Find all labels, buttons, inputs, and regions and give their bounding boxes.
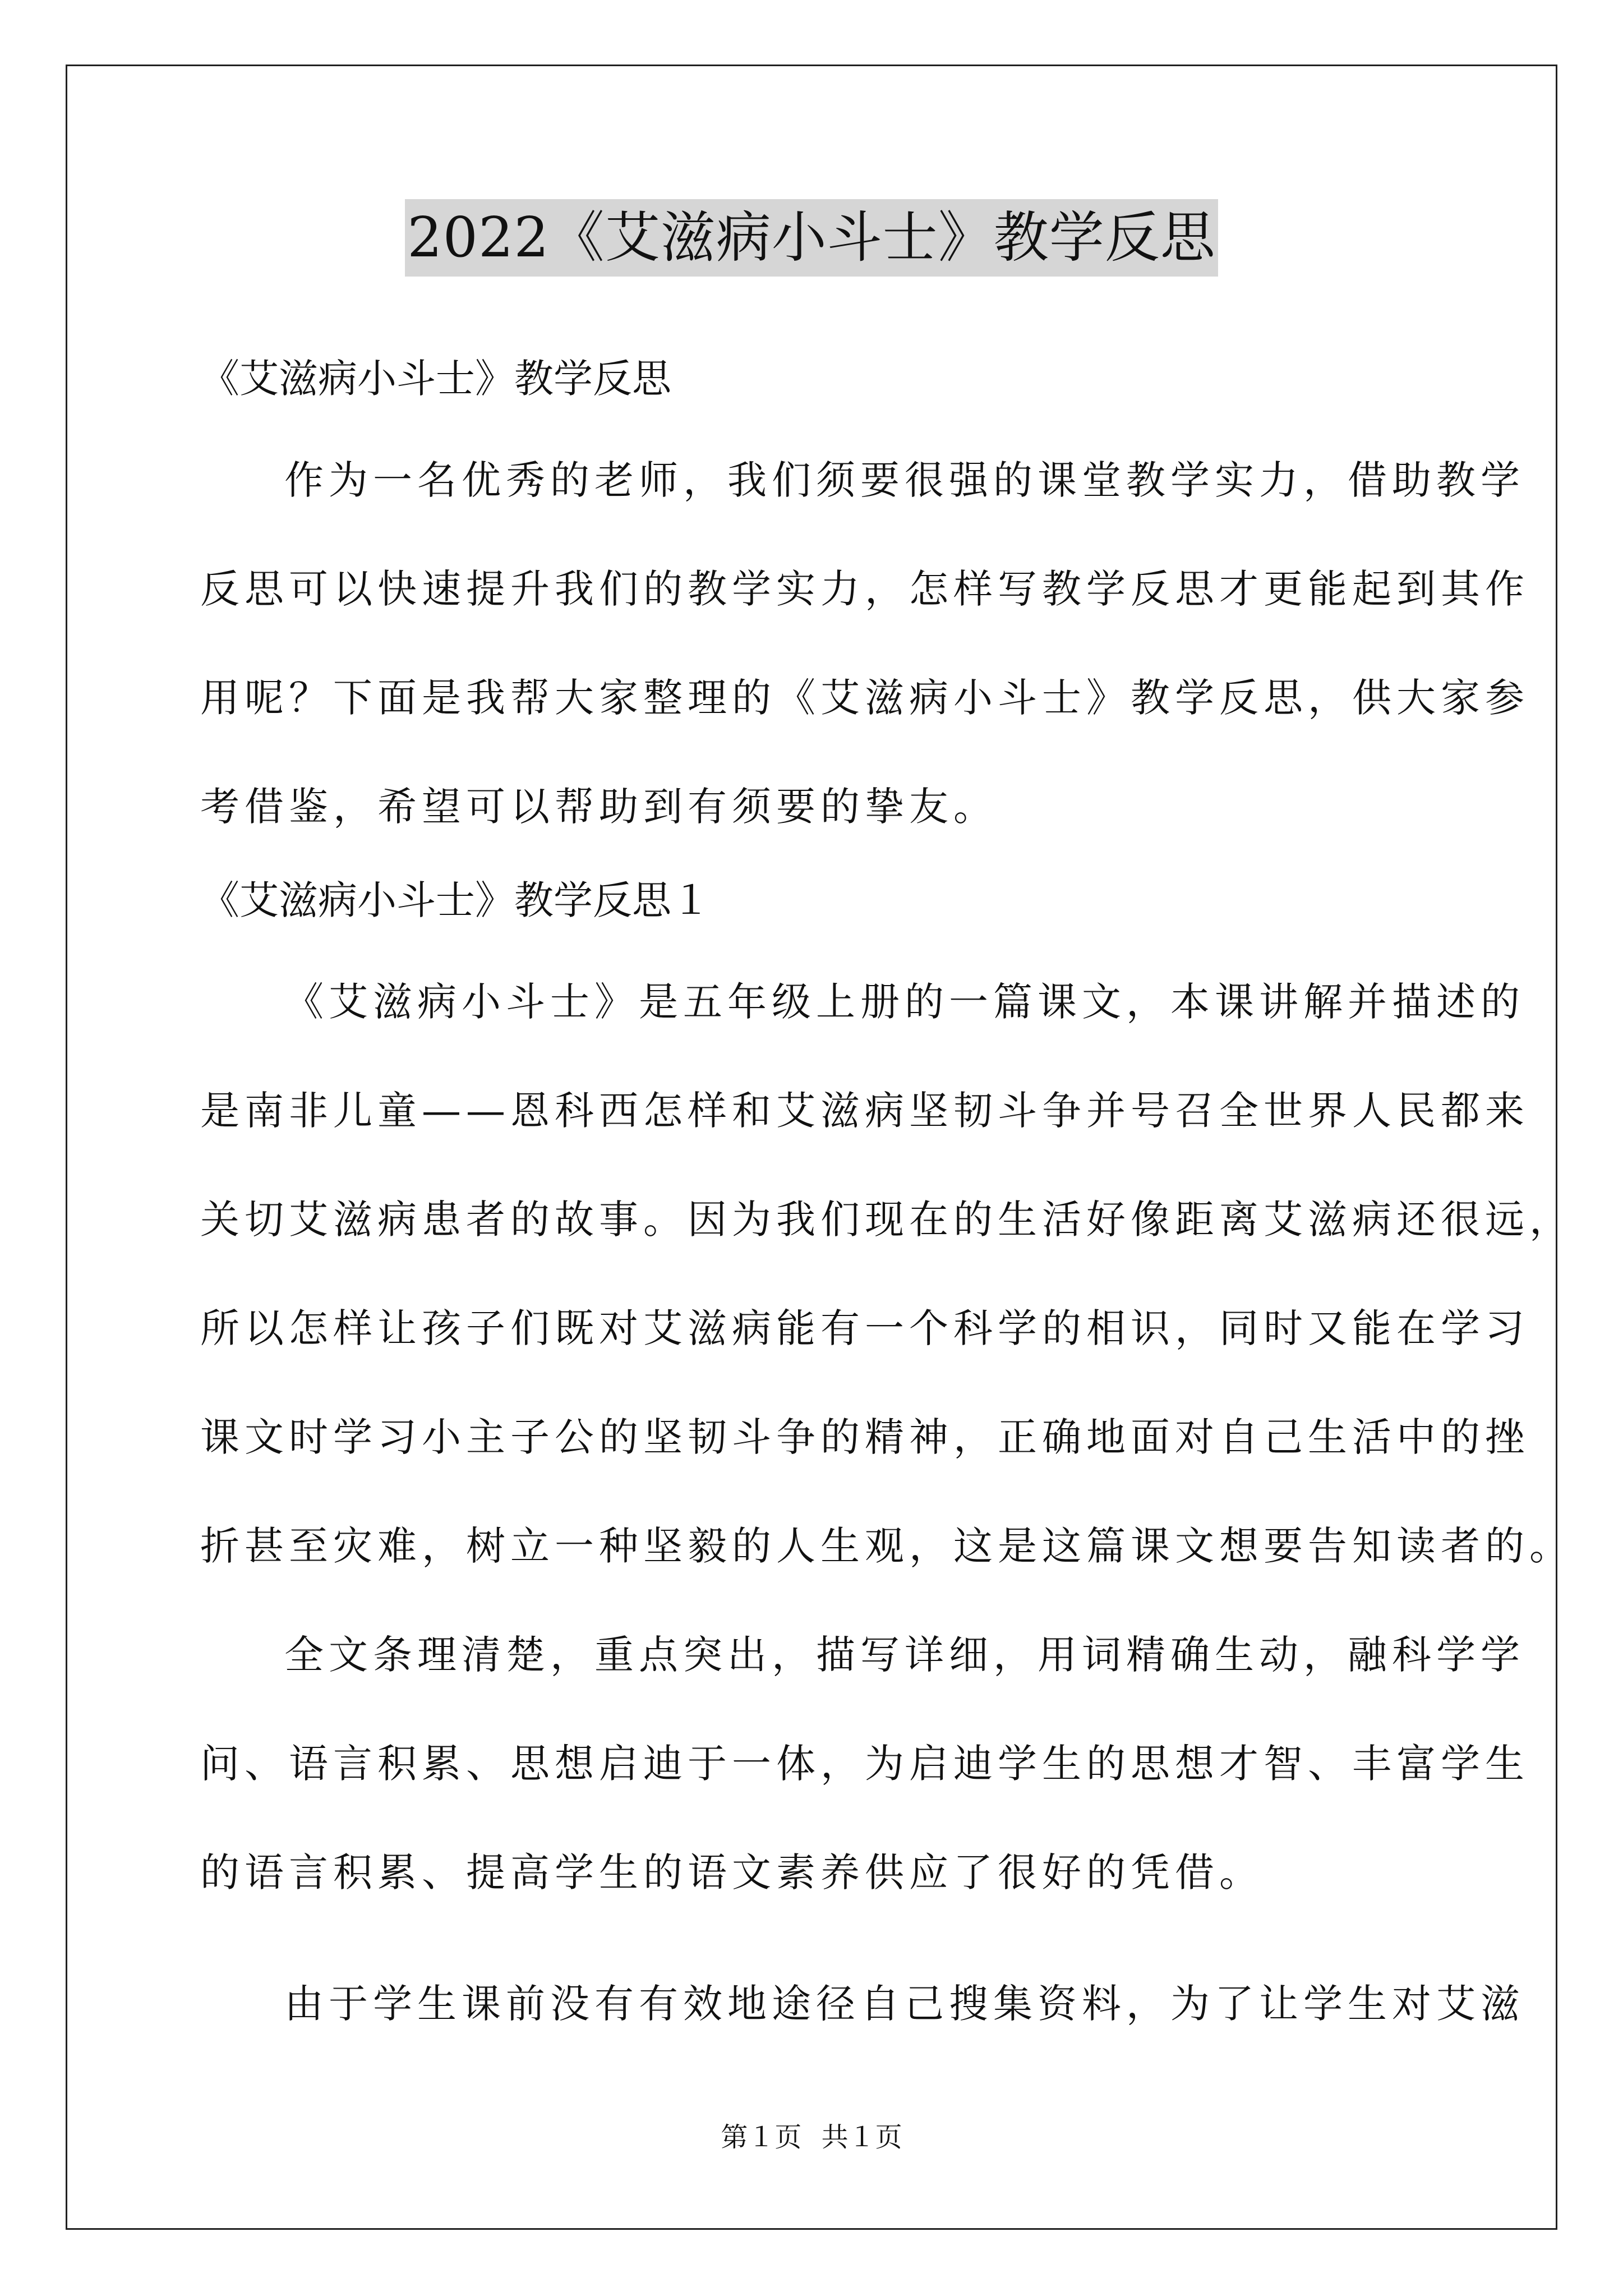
text-line: 课文时学习小主子公的坚韧斗争的精神，正确地面对自己生活中的挫	[200, 1414, 1529, 1460]
text-line: 作为一名优秀的老师，我们须要很强的课堂教学实力，借助教学	[284, 457, 1525, 503]
text-line: 全文条理清楚，重点突出，描写详细，用词精确生动，融科学学	[284, 1632, 1525, 1678]
page-total: 共１页	[821, 2122, 902, 2153]
text-line: 由于学生课前没有有效地途径自己搜集资料，为了让学生对艾滋	[284, 1981, 1525, 2027]
text-line: 用呢？下面是我帮大家整理的《艾滋病小斗士》教学反思，供大家参	[200, 675, 1529, 721]
intro-paragraph	[200, 426, 1529, 861]
section-heading: 《艾滋病小斗士》教学反思１	[200, 877, 711, 923]
document-body	[200, 339, 1574, 2058]
text-line: 关切艾滋病患者的故事。因为我们现在的生活好像距离艾滋病还很远，	[200, 1197, 1574, 1243]
text-line: 问、语言积累、思想启迪于一体，为启迪学生的思想才智、丰富学生	[200, 1741, 1529, 1787]
text-line: 反思可以快速提升我们的教学实力，怎样写教学反思才更能起到其作	[200, 566, 1529, 612]
document-title: 2022《艾滋病小斗士》教学反思	[405, 199, 1218, 277]
title-container	[0, 199, 1623, 277]
page-number: 第１页	[721, 2122, 802, 2153]
text-line: 《艾滋病小斗士》是五年级上册的一篇课文，本课讲解并描述的	[284, 979, 1525, 1025]
paragraph-3	[200, 1949, 1525, 2058]
text-line: 的语言积累、提高学生的语文素养供应了很好的凭借。	[200, 1849, 1264, 1895]
text-line: 折甚至灾难，树立一种坚毅的人生观，这是这篇课文想要告知读者的。	[200, 1523, 1574, 1569]
subtitle-heading: 《艾滋病小斗士》教学反思	[200, 356, 671, 402]
paragraph-1	[200, 947, 1574, 1600]
text-line: 是南非儿童——恩科西怎样和艾滋病坚韧斗争并号召全世界人民都来	[200, 1088, 1529, 1134]
text-line: 考借鉴，希望可以帮助到有须要的挚友。	[200, 784, 998, 830]
page-footer	[0, 2120, 1623, 2154]
paragraph-2	[200, 1600, 1529, 1927]
text-line: 所以怎样让孩子们既对艾滋病能有一个科学的相识，同时又能在学习	[200, 1305, 1529, 1351]
